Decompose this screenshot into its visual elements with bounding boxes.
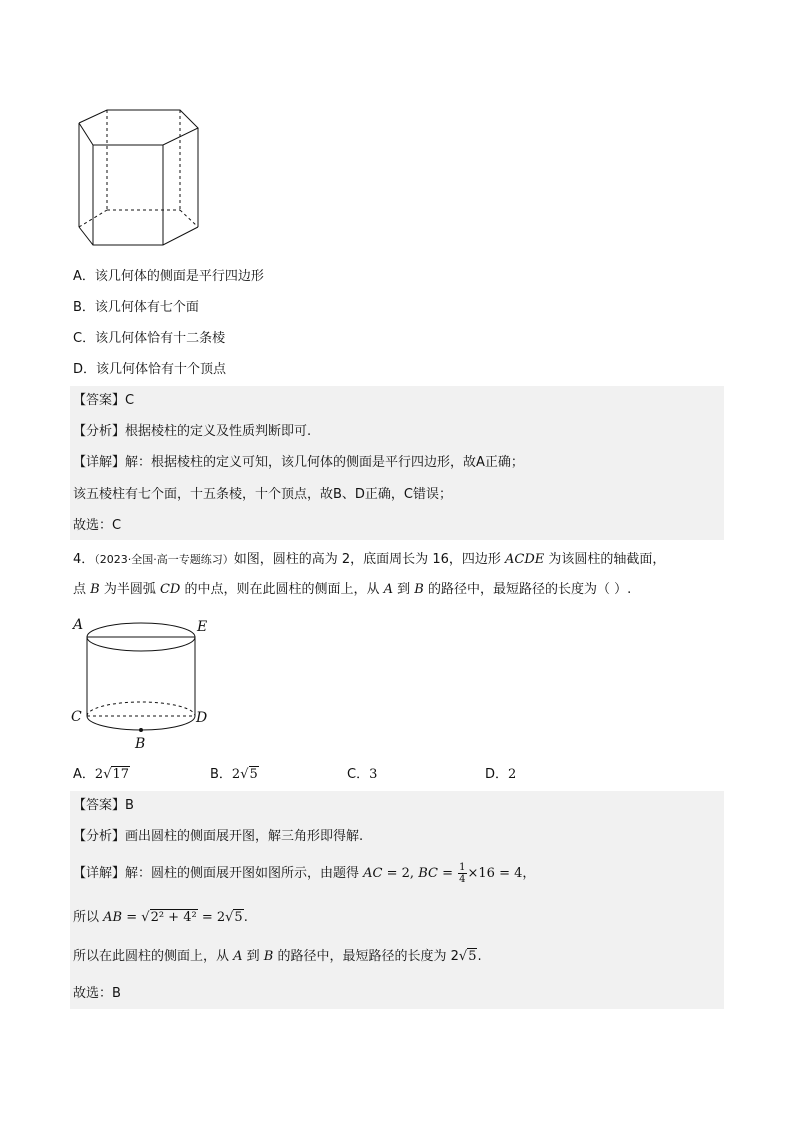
q4-solution-block: [70, 791, 724, 1009]
math-text: = 2: [197, 910, 226, 925]
option-radicand: 5: [249, 767, 258, 782]
q4-var: B: [90, 582, 100, 597]
q3-option-c: C．该几何体恰有十二条棱: [73, 331, 226, 346]
q3-option-a: A．该几何体的侧面是平行四边形: [73, 269, 264, 284]
detail-text: 到: [242, 949, 264, 964]
q4-option-c: [347, 763, 377, 782]
q4-var: B: [414, 582, 424, 597]
q4-option-b: B．2√5: [210, 767, 258, 782]
detail-text: 所以: [73, 910, 104, 925]
analysis-label: 【分析】: [73, 424, 126, 439]
math-text: ×16 = 4，: [467, 866, 536, 881]
q4-answer: [73, 797, 134, 815]
math-radicand: 5: [468, 949, 477, 964]
analysis-text: 画出圆柱的侧面展开图，解三角形即得解.: [125, 829, 364, 844]
q4-detail-line3: 所以在此圆柱的侧面上，从 A 到 B 的路径中，最短路径的长度为 2√5.: [73, 949, 482, 964]
fraction: [458, 862, 466, 885]
q4-stem-text: 点: [73, 582, 91, 597]
label-b: B: [135, 736, 146, 752]
detail-text: 解：根据棱柱的定义可知，该几何体的侧面是平行四边形，故A正确；: [125, 455, 524, 470]
q4-analysis: [73, 828, 363, 846]
detail-label: 【详解】: [73, 866, 126, 881]
q4-source: （2023·全国·高一专题练习）: [94, 553, 234, 566]
q4-detail-line1: [73, 862, 535, 885]
q4-stem-text: 的中点，则在此圆柱的侧面上，从: [180, 582, 384, 597]
math-text: .: [243, 910, 248, 925]
cylinder-figure: [70, 612, 220, 752]
option-coef: 2: [231, 767, 241, 782]
label-a: A: [73, 617, 84, 633]
q4-stem-text: 为该圆柱的轴截面，: [544, 552, 666, 567]
answer-value: C: [125, 393, 135, 408]
option-label: B．: [210, 767, 232, 782]
q4-number: 4．: [73, 552, 95, 567]
q4-stem-text: 为半圆弧: [99, 582, 160, 597]
option-label: A．: [73, 767, 95, 782]
q3-answer: [73, 392, 134, 410]
label-c: C: [71, 709, 82, 725]
math-text: =: [122, 910, 142, 925]
q4-stem-text: 的路径中，最短路径的长度为（ ）.: [423, 582, 632, 597]
q4-var: ACDE: [505, 552, 545, 567]
math-radicand: 5: [234, 910, 243, 925]
math-var: BC: [418, 866, 438, 881]
q3-detail-line2: 该五棱柱有七个面，十五条棱，十个顶点，故B、D正确，C错误；: [73, 487, 453, 502]
q3-detail-line1: [73, 454, 524, 472]
q4-stem-text: 如图，圆柱的高为 2，底面周长为 16，四边形: [233, 552, 505, 567]
option-value: 2: [508, 767, 517, 782]
q3-option-d: D．该几何体恰有十个顶点: [73, 362, 227, 377]
analysis-label: 【分析】: [73, 829, 126, 844]
math-text: =: [437, 866, 458, 881]
q4-option-a: A．2√17: [73, 767, 130, 782]
option-radicand: 17: [112, 767, 130, 782]
detail-text: 所以在此圆柱的侧面上，从: [73, 949, 234, 964]
fraction-numerator: 1: [459, 862, 466, 873]
q4-stem-line2: [73, 581, 631, 599]
q3-analysis: [73, 423, 311, 441]
math-var: B: [263, 949, 274, 964]
answer-label: 【答案】: [73, 798, 126, 813]
q3-option-b: B．该几何体有七个面: [73, 300, 199, 315]
detail-text: 解：圆柱的侧面展开图如图所示，由题得: [125, 866, 364, 881]
detail-text: 的路径中，最短路径的长度为 2: [273, 949, 459, 964]
answer-label: 【答案】: [73, 393, 126, 408]
q4-stem-text: 到: [393, 582, 415, 597]
q4-detail-line2: 所以 AB = √2² + 4² = 2√5.: [73, 910, 248, 925]
q3-choice: 故选：C: [73, 518, 122, 533]
q4-option-d: [485, 763, 516, 782]
math-var: AC: [363, 866, 383, 881]
label-d: D: [196, 710, 208, 726]
q4-choice: 故选：B: [73, 986, 121, 1001]
q4-var: CD: [159, 582, 181, 597]
option-coef: 2: [94, 767, 104, 782]
label-e: E: [197, 619, 208, 635]
option-label: C．: [347, 767, 370, 782]
option-label: D．: [485, 767, 509, 782]
math-radicand: 2² + 4²: [150, 910, 197, 925]
q4-stem-line1: [73, 551, 665, 569]
q4-var: A: [383, 582, 393, 597]
fraction-denominator: 4: [459, 874, 466, 885]
answer-value: B: [125, 798, 134, 813]
pentagonal-prism-figure: [70, 105, 200, 250]
option-value: 3: [369, 767, 378, 782]
math-var: AB: [103, 910, 123, 925]
detail-label: 【详解】: [73, 455, 126, 470]
math-var: A: [233, 949, 243, 964]
analysis-text: 根据棱柱的定义及性质判断即可.: [125, 424, 312, 439]
math-text: = 2,: [382, 866, 419, 881]
detail-text: .: [477, 949, 482, 964]
